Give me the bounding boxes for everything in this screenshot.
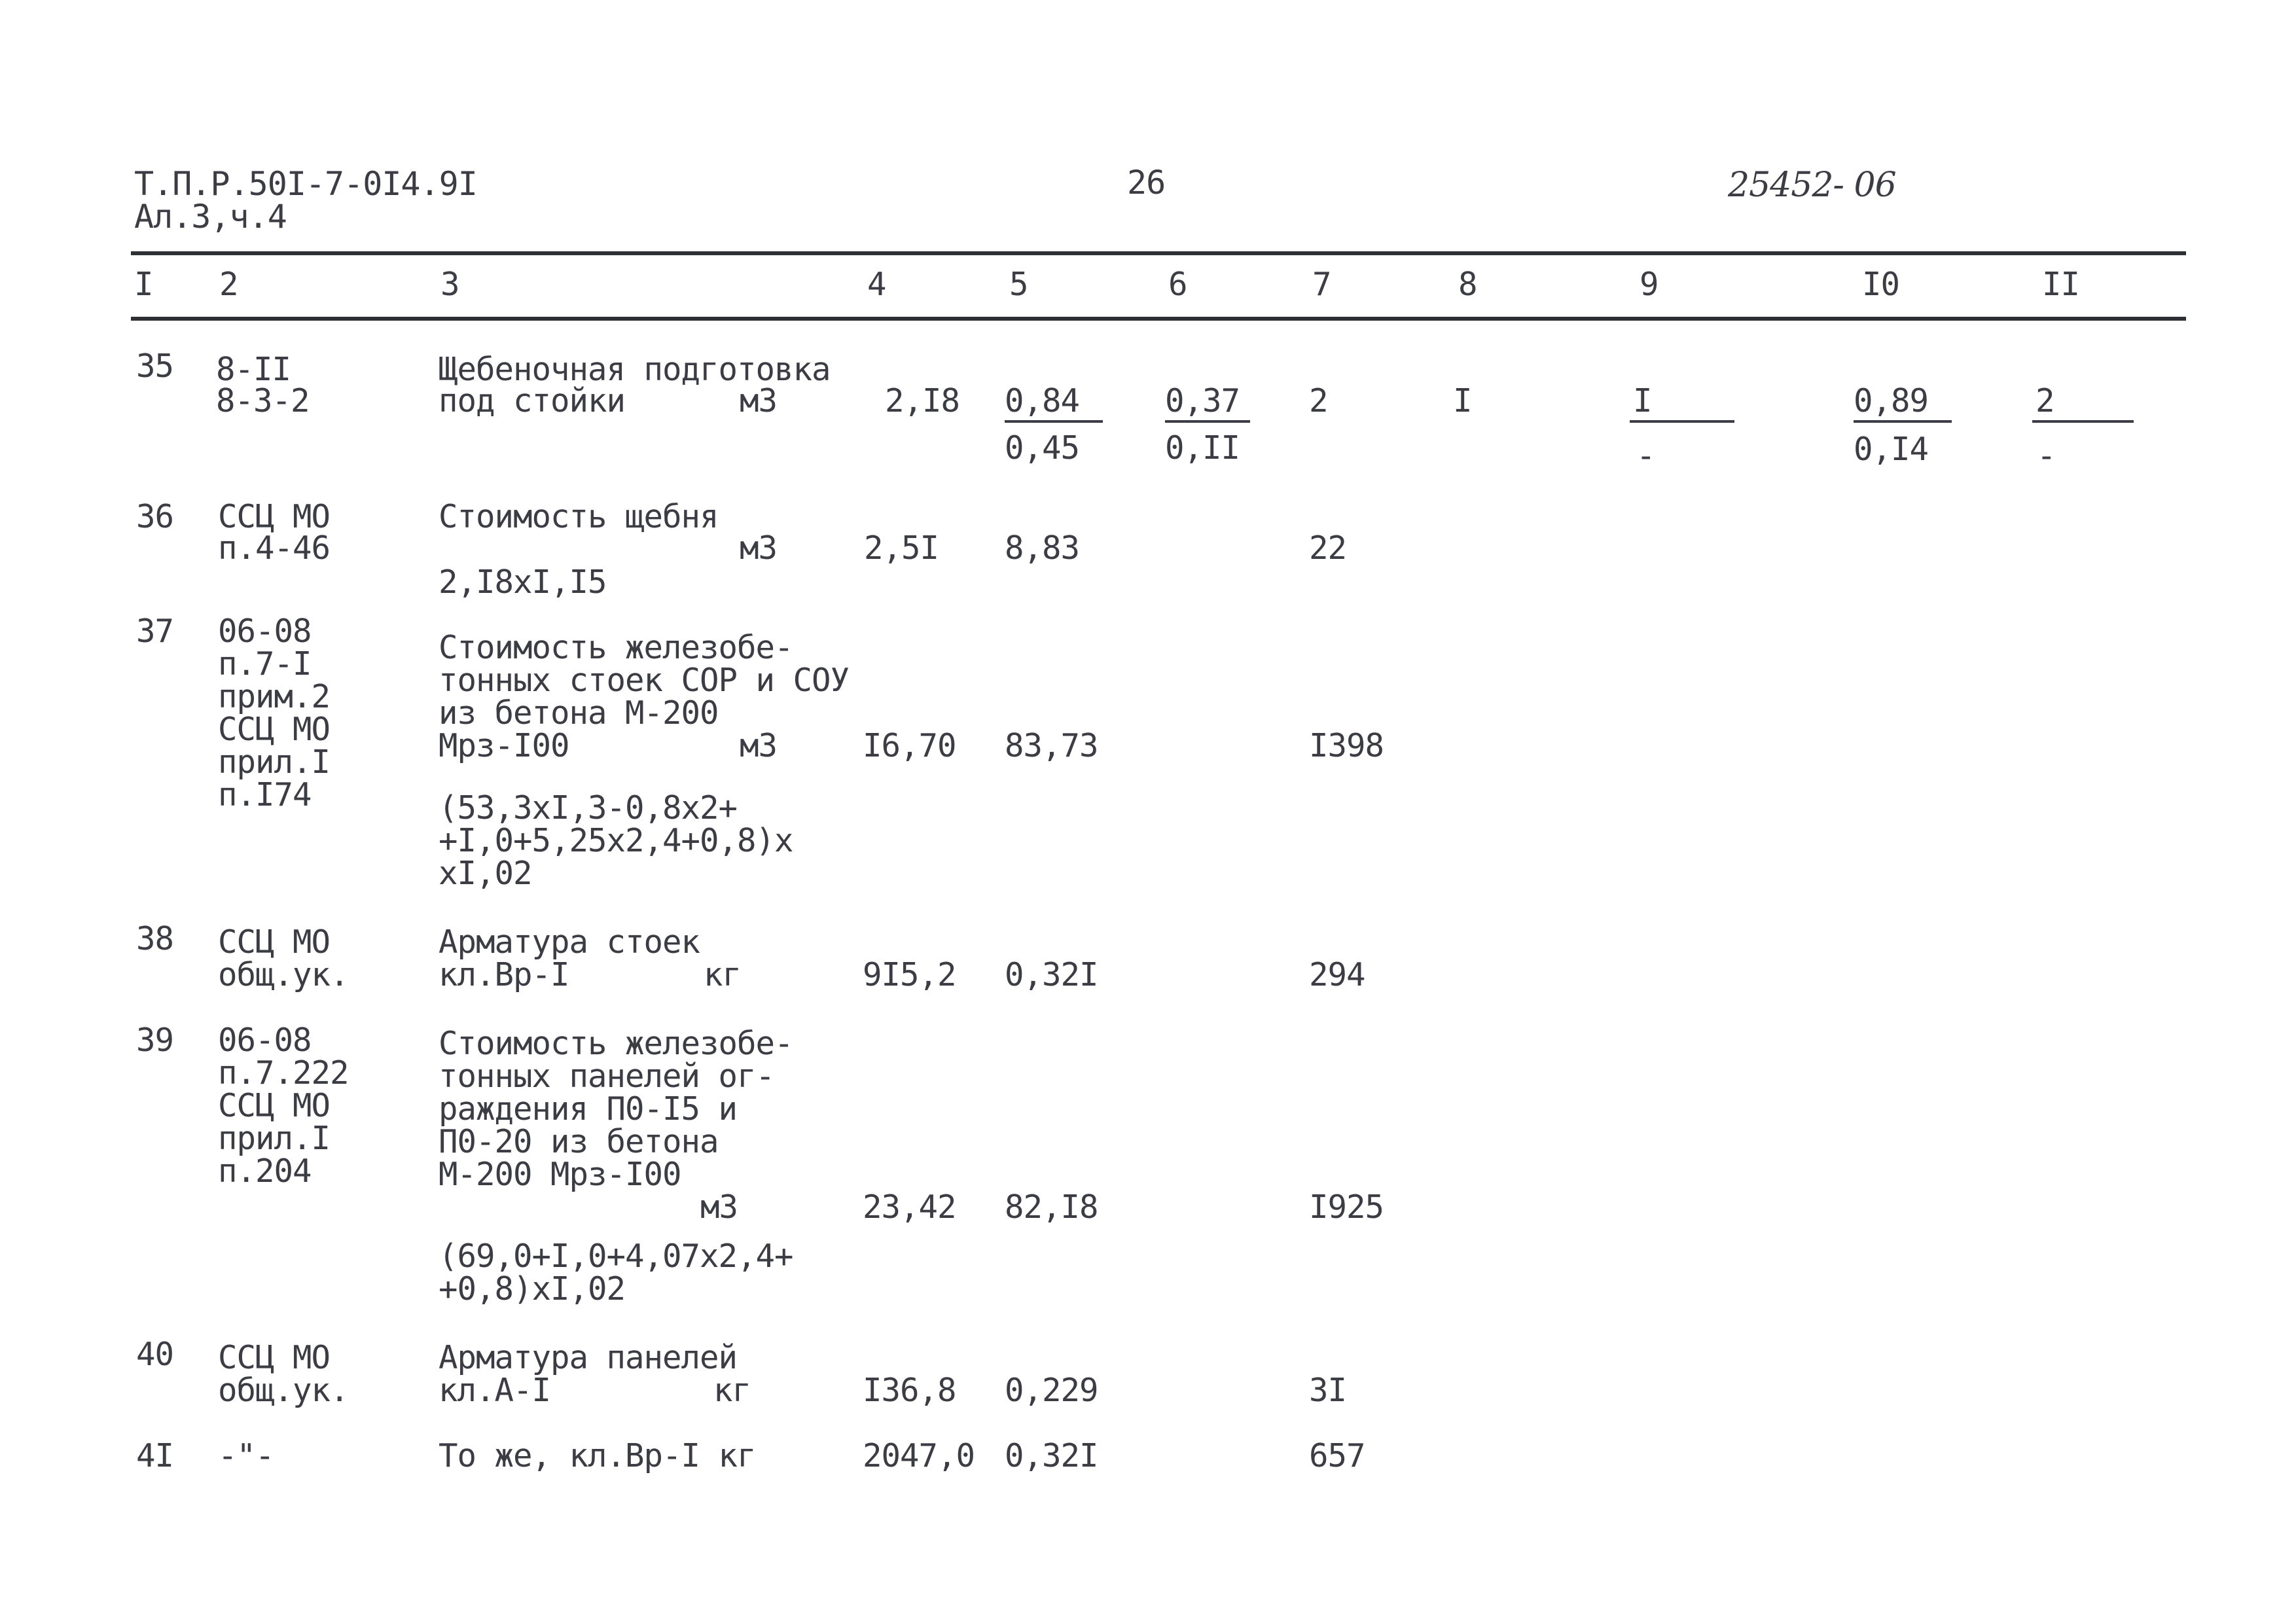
row-description-line: П0-20 из бетона: [439, 1123, 719, 1160]
row-basis-line: п.4-46: [218, 529, 331, 567]
row-unit: кг: [704, 956, 742, 993]
row-basis-line: п.7.222: [218, 1054, 349, 1092]
row-basis-line: 06-08: [218, 1022, 312, 1059]
row-col8: I: [1453, 382, 1472, 419]
row-description-line: Стоимость железобе-: [439, 1025, 793, 1062]
row-unit: м3: [740, 727, 778, 764]
row-basis-line: прим.2: [218, 678, 331, 715]
row-number: 39: [136, 1022, 174, 1059]
row-col11-top: 2: [2036, 382, 2054, 419]
row-description-line: тонных стоек СОР и СОУ: [439, 662, 850, 699]
col-4-number: 4: [867, 266, 886, 303]
row-col7: 22: [1309, 529, 1347, 567]
header-bottom-rule: [131, 317, 2186, 321]
row-number: 36: [136, 498, 174, 535]
row-basis-line: общ.ук.: [218, 956, 349, 993]
col-2-number: 2: [219, 266, 238, 303]
row-number: 40: [136, 1336, 174, 1373]
row-calc-line: +I,0+5,25х2,4+0,8)х: [439, 822, 793, 859]
row-col9-bottom: -: [1636, 437, 1655, 474]
row-col5: 0,229: [1005, 1372, 1098, 1409]
handwritten-number: 25452- 06: [1728, 166, 1896, 205]
row-col7: 3I: [1309, 1372, 1347, 1409]
row-basis-line: ССЦ МО: [218, 498, 331, 535]
row-basis-line: общ.ук.: [218, 1372, 349, 1409]
col-8-number: 8: [1458, 266, 1477, 303]
col-11-number: II: [2042, 266, 2080, 303]
row-number: 4I: [136, 1437, 174, 1474]
row-description-line: То же, кл.Вр-I кг: [439, 1437, 756, 1474]
row-unit: м3: [700, 1188, 738, 1226]
col-6-number: 6: [1168, 266, 1187, 303]
row-col5: 8,83: [1005, 529, 1080, 567]
row-calc-line: (53,3хI,3-0,8х2+: [439, 789, 738, 827]
col-9-number: 9: [1640, 266, 1659, 303]
row-quantity: 9I5,2: [863, 956, 956, 993]
row-unit: м3: [740, 382, 778, 419]
row-basis-line: 8-II: [216, 351, 291, 388]
col-7-number: 7: [1312, 266, 1331, 303]
row-basis-line: ССЦ МО: [218, 1087, 331, 1124]
row-col6-top: 0,37: [1165, 382, 1240, 419]
row-col7: 2: [1309, 382, 1328, 419]
row-basis-line: 06-08: [218, 613, 312, 650]
row-col7: 657: [1309, 1437, 1365, 1474]
row-description-line: Стоимость щебня: [439, 498, 719, 535]
row-description-line: тонных панелей ог-: [439, 1058, 775, 1095]
row-col5: 82,I8: [1005, 1188, 1098, 1226]
row-basis-line: ССЦ МО: [218, 711, 331, 748]
row-col5: 0,32I: [1005, 1437, 1098, 1474]
row-col6-bottom: 0,II: [1165, 429, 1240, 467]
row-calc-line: (69,0+I,0+4,07х2,4+: [439, 1238, 793, 1275]
row-col7: I398: [1309, 727, 1384, 764]
row-description-line: кл.А-I: [439, 1372, 551, 1409]
row-col11-bottom: -: [2037, 437, 2056, 474]
row-basis-line: п.7-I: [218, 645, 312, 683]
row-col7: I925: [1309, 1188, 1384, 1226]
row-col5: 83,73: [1005, 727, 1098, 764]
row-col9-top: I: [1633, 382, 1652, 419]
row-basis-line: 8-3-2: [216, 382, 310, 419]
row-quantity: 2,5I: [864, 529, 939, 567]
row-col5: 0,32I: [1005, 956, 1098, 993]
row-number: 38: [136, 920, 174, 957]
row-quantity: 2,I8: [885, 382, 960, 419]
row-description-line: раждения П0-I5 и: [439, 1090, 738, 1128]
row-quantity: 2047,0: [863, 1437, 975, 1474]
row-basis-line: -"-: [218, 1437, 274, 1474]
row-basis-line: п.204: [218, 1152, 312, 1190]
page-number: 26: [1127, 164, 1166, 202]
row-calc-line: +0,8)хI,02: [439, 1270, 626, 1308]
row-description-line: Арматура стоек: [439, 923, 700, 961]
album-part: Ал.3,ч.4: [134, 198, 287, 236]
row-number: 37: [136, 613, 174, 650]
fraction-line: [1630, 420, 1734, 423]
fraction-line: [1005, 420, 1103, 423]
row-description-line: кл.Вр-I: [439, 956, 569, 993]
row-number: 35: [136, 348, 174, 385]
col-5-number: 5: [1009, 266, 1028, 303]
row-quantity: I36,8: [863, 1372, 956, 1409]
row-description-line: Арматура панелей: [439, 1339, 738, 1376]
row-description-line: под стойки: [439, 382, 626, 419]
row-basis-line: ССЦ МО: [218, 1339, 331, 1376]
row-basis-line: прил.I: [218, 1120, 331, 1157]
row-quantity: I6,70: [863, 727, 956, 764]
col-10-number: I0: [1862, 266, 1900, 303]
row-col10-top: 0,89: [1854, 382, 1929, 419]
header-top-rule: [131, 251, 2186, 255]
fraction-line: [1854, 420, 1952, 423]
row-description-line: Стоимость железобе-: [439, 629, 793, 666]
row-calc-line: 2,I8хI,I5: [439, 563, 607, 601]
row-col5-bottom: 0,45: [1005, 429, 1080, 467]
row-description-line: Щебеночная подготовка: [439, 351, 831, 388]
row-description-line: Мрз-I00: [439, 727, 569, 764]
row-calc-line: хI,02: [439, 855, 532, 892]
col-3-number: 3: [440, 266, 459, 303]
row-description-line: из бетона М-200: [439, 694, 719, 732]
fraction-line: [1165, 420, 1250, 423]
row-basis-line: ССЦ МО: [218, 923, 331, 961]
row-quantity: 23,42: [863, 1188, 956, 1226]
row-unit: кг: [713, 1372, 751, 1409]
row-description-line: М-200 Мрз-I00: [439, 1156, 681, 1193]
row-unit: м3: [740, 529, 778, 567]
col-1-number: I: [134, 266, 153, 303]
document-code: Т.П.Р.50I-7-0I4.9I: [134, 165, 477, 203]
row-basis-line: п.I74: [218, 776, 312, 813]
row-basis-line: прил.I: [218, 743, 331, 781]
row-col7: 294: [1309, 956, 1365, 993]
row-col10-bottom: 0,I4: [1854, 431, 1929, 468]
fraction-line: [2032, 420, 2134, 423]
row-col5-top: 0,84: [1005, 382, 1080, 419]
